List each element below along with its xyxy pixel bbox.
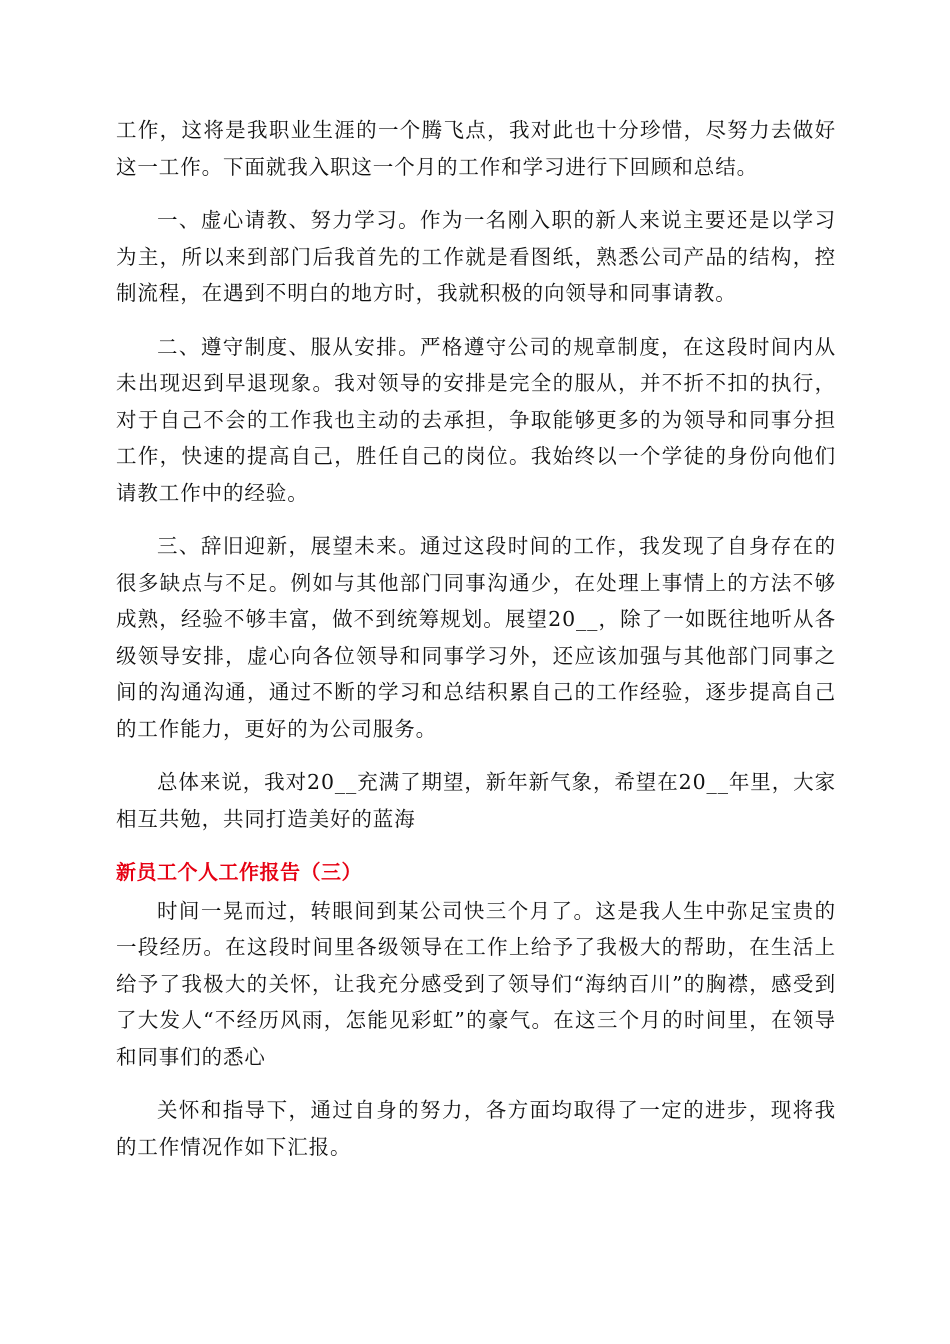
paragraph-intro: 时间一晃而过，转眼间到某公司快三个月了。这是我人生中弥足宝贵的一段经历。在这段时间里各级领导在工作上给予了我极大的帮助，在生活上给予了我极大的关怀，让我充分感受到了领导们“海纳百川”的胸襟，感受到了大发人“不经历风雨，怎能见彩虹”的豪气。在这三个月的时间里，在领导和同事们的悉心 (116, 898, 836, 1069)
paragraph-summary: 总体来说，我对20__充满了期望，新年新气象，希望在20__年里，大家相互共勉，共同打造美好的蓝海 (116, 770, 836, 831)
paragraph-section-one: 一、虚心请教、努力学习。作为一名刚入职的新人来说主要还是以学习为主，所以来到部门后我首先的工作就是看图纸，熟悉公司产品的结构，控制流程，在遇到不明白的地方时，我就积极的向领导和同事请教。 (116, 208, 836, 305)
paragraph-section-three: 三、辞旧迎新，展望未来。通过这段时间的工作，我发现了自身存在的很多缺点与不足。例如与其他部门同事沟通少，在处理上事情上的方法不够成熟，经验不够丰富，做不到统筹规划。展望20__，除了一如既往地听从各级领导安排，虚心向各位领导和同事学习外，还应该加强与其他部门同事之间的沟通沟通，通过不断的学习和总结积累自己的工作经验，逐步提高自己的工作能力，更好的为公司服务。 (116, 534, 836, 741)
paragraph-section-two: 二、遵守制度、服从安排。严格遵守公司的规章制度，在这段时间内从未出现迟到早退现象。我对领导的安排是完全的服从，并不折不扣的执行，对于自己不会的工作我也主动的去承担，争取能够更多的为领导和同事分担工作，快速的提高自己，胜任自己的岗位。我始终以一个学徒的身份向他们请教工作中的经验。 (116, 334, 836, 505)
paragraph-report-lead: 关怀和指导下，通过自身的努力，各方面均取得了一定的进步，现将我的工作情况作如下汇报。 (116, 1098, 836, 1159)
paragraph-continuation: 工作，这将是我职业生涯的一个腾飞点，我对此也十分珍惜，尽努力去做好这一工作。下面就我入职这一个月的工作和学习进行下回顾和总结。 (116, 118, 836, 179)
document-body (116, 112, 836, 1182)
section-heading: 新员工个人工作报告（三） (116, 860, 362, 884)
